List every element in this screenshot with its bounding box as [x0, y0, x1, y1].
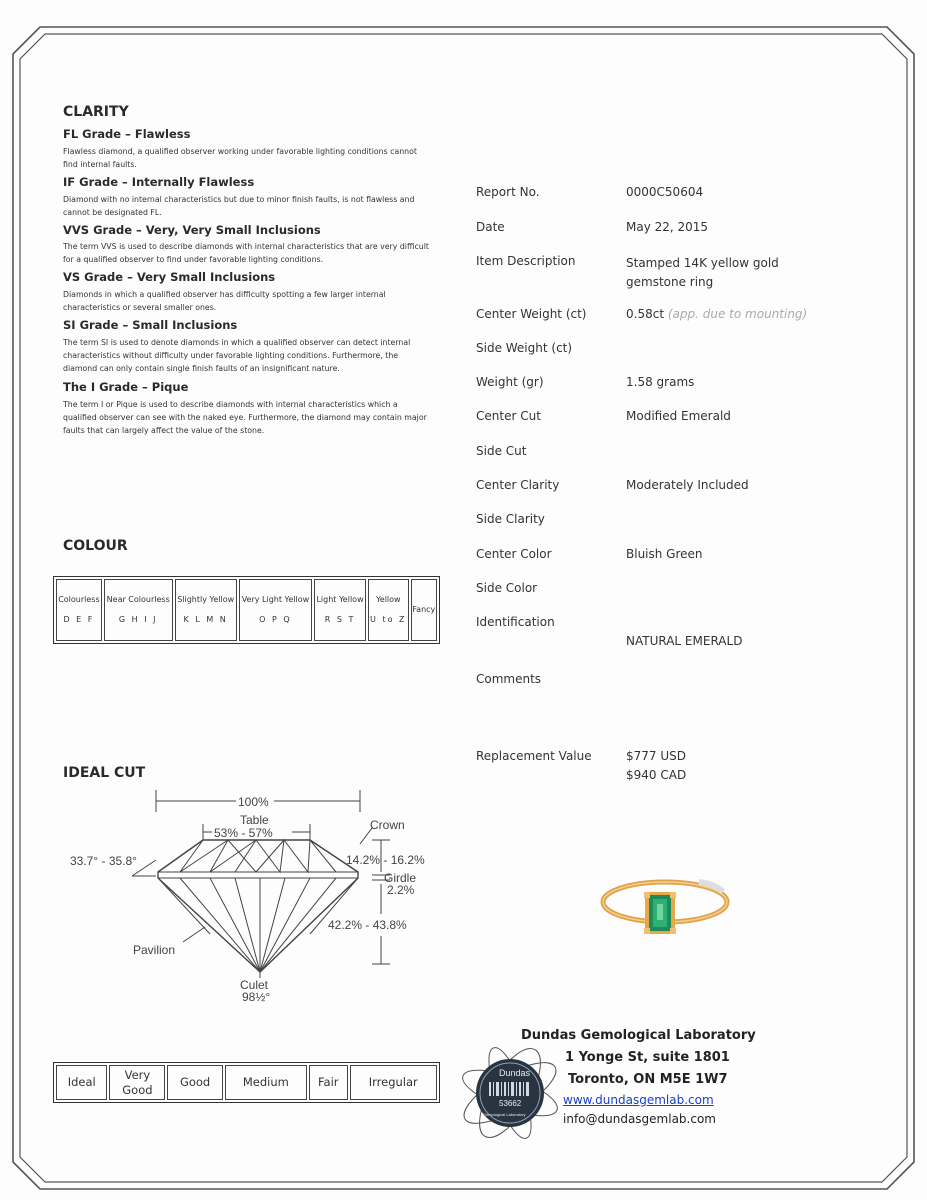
girdle-label: Girdle: [384, 871, 417, 885]
side-color-label: Side Color: [476, 581, 538, 595]
lab-email[interactable]: info@dundasgemlab.com: [563, 1112, 716, 1126]
cut-grade-cell: Good: [167, 1065, 222, 1100]
colour-code: D E F: [63, 615, 95, 624]
colour-cell: [56, 579, 102, 641]
date-value: May 22, 2015: [626, 220, 709, 234]
weight-label: Weight (gr): [476, 375, 544, 389]
center-weight-value: [626, 307, 807, 321]
colour-code: U to Z: [370, 615, 407, 624]
colour-label: Fancy: [412, 605, 436, 614]
center-color-value: Bluish Green: [626, 547, 703, 561]
ring-photo: [595, 862, 735, 946]
cut-grade-cell: Fair: [309, 1065, 348, 1100]
table-label: Table: [240, 813, 269, 827]
ideal-cut-diagram: [60, 784, 450, 1004]
width-label: 100%: [238, 795, 269, 809]
crown-angle: 33.7° - 35.8°: [70, 854, 137, 868]
lab-address-2: Toronto, ON M5E 1W7: [568, 1072, 728, 1087]
side-cut-label: Side Cut: [476, 444, 527, 458]
center-clarity-label: Center Clarity: [476, 478, 560, 492]
cut-grade-cell: Very Good: [109, 1065, 165, 1100]
seal-number: 53662: [499, 1099, 522, 1108]
cut-grade-cell: Medium: [225, 1065, 307, 1100]
colour-title: COLOUR: [63, 538, 128, 554]
colour-code: K L M N: [183, 615, 228, 624]
colour-label: Slightly Yellow: [177, 595, 235, 604]
colour-code: O P Q: [259, 615, 292, 624]
center-color-label: Center Color: [476, 547, 552, 561]
grade-si-desc: The term SI is used to denote diamonds in which a qualified observer can detect internal characteristics without difficulty under favorable lighting conditions. Furthermore, the diamond can only contain single finish faults of an insignificant nature.: [63, 338, 411, 373]
colour-cell: [175, 579, 237, 641]
crown-label: Crown: [370, 818, 405, 832]
date-label: Date: [476, 220, 505, 234]
grade-if-title: IF Grade – Internally Flawless: [63, 175, 255, 189]
colour-scale: [53, 576, 440, 644]
grade-fl-title: FL Grade – Flawless: [63, 127, 191, 141]
colour-label: Colourless: [58, 595, 100, 604]
grade-vvs-desc: The term VVS is used to describe diamonds with internal characteristics that are very difficult for a qualified observer to find under favorable lighting conditions.: [63, 242, 429, 264]
identification-value: NATURAL EMERALD: [626, 634, 743, 648]
culet-value: 98½°: [242, 990, 271, 1004]
center-cut-label: Center Cut: [476, 409, 541, 423]
clarity-title: CLARITY: [63, 104, 129, 120]
lab-name: Dundas Gemological Laboratory: [521, 1028, 756, 1043]
center-weight-note: (app. due to mounting): [667, 307, 808, 321]
replacement-value-label: Replacement Value: [476, 749, 592, 763]
center-cut-value: Modified Emerald: [626, 409, 731, 423]
identification-label: Identification: [476, 615, 555, 629]
side-weight-label: Side Weight (ct): [476, 341, 573, 355]
lab-address-1: 1 Yonge St, suite 1801: [565, 1050, 730, 1065]
cut-grade-cell: Ideal: [56, 1065, 107, 1100]
colour-code: G H I J: [118, 615, 158, 624]
colour-cell: [104, 579, 173, 641]
grade-vs-desc: Diamonds in which a qualified observer has difficulty spotting a few larger internal characteristics or several smaller ones.: [63, 290, 386, 312]
lab-website-link[interactable]: www.dundasgemlab.com: [563, 1093, 714, 1107]
colour-cell: [239, 579, 312, 641]
colour-label: Near Colourless: [106, 595, 170, 604]
center-clarity-value: Moderately Included: [626, 478, 749, 492]
weight-value: 1.58 grams: [626, 375, 695, 389]
comments-label: Comments: [476, 672, 542, 686]
colour-label: Very Light Yellow: [241, 595, 310, 604]
item-description-value: Stamped 14K yellow gold gemstone ring: [626, 256, 779, 289]
lab-seal-logo: [455, 1018, 565, 1188]
colour-cell: [411, 579, 437, 641]
table-range: 53% - 57%: [214, 826, 273, 840]
seal-top: Dundas: [499, 1068, 531, 1078]
culet-label: Culet: [240, 978, 269, 992]
pavilion-label: Pavilion: [133, 943, 176, 957]
report-no-value: 0000C50604: [626, 185, 704, 199]
replacement-usd: $777 USD: [626, 749, 686, 763]
colour-cell: [314, 579, 366, 641]
seal-bottom: Gemological Laboratory: [483, 1112, 526, 1117]
grade-vs-title: VS Grade – Very Small Inclusions: [63, 270, 276, 284]
grade-i-title: The I Grade – Pique: [63, 380, 189, 394]
pavilion-depth: 42.2% - 43.8%: [328, 918, 407, 932]
colour-label: Light Yellow: [316, 595, 364, 604]
report-no-label: Report No.: [476, 185, 540, 199]
side-clarity-label: Side Clarity: [476, 512, 545, 526]
grade-si-title: SI Grade – Small Inclusions: [63, 318, 238, 332]
cut-grade-scale: [53, 1062, 440, 1103]
center-weight-number: 0.58ct: [626, 307, 665, 321]
replacement-cad: $940 CAD: [626, 768, 687, 782]
center-weight-label: Center Weight (ct): [476, 307, 587, 321]
colour-code: R S T: [324, 615, 356, 624]
grade-i-desc: The term I or Pique is used to describe diamonds with internal characteristics which a qualified observer can see with the naked eye. Furthermore, the diamond may contain major faults that can largely affect the value of the stone.: [63, 400, 427, 435]
grade-if-desc: Diamond with no internal characteristics but due to minor finish faults, is not flawless and cannot be designated FL.: [63, 195, 415, 217]
colour-cell: [368, 579, 409, 641]
colour-label: Yellow: [375, 595, 401, 604]
grade-vvs-title: VVS Grade – Very, Very Small Inclusions: [63, 223, 321, 237]
cut-grade-cell: Irregular: [350, 1065, 437, 1100]
item-description-label: Item Description: [476, 254, 576, 268]
crown-height: 14.2% - 16.2%: [346, 853, 425, 867]
ideal-cut-title: IDEAL CUT: [63, 765, 146, 781]
girdle-pct: 2.2%: [387, 883, 415, 897]
grade-fl-desc: Flawless diamond, a qualified observer working under favorable lighting conditions cannot find internal faults.: [63, 147, 417, 169]
